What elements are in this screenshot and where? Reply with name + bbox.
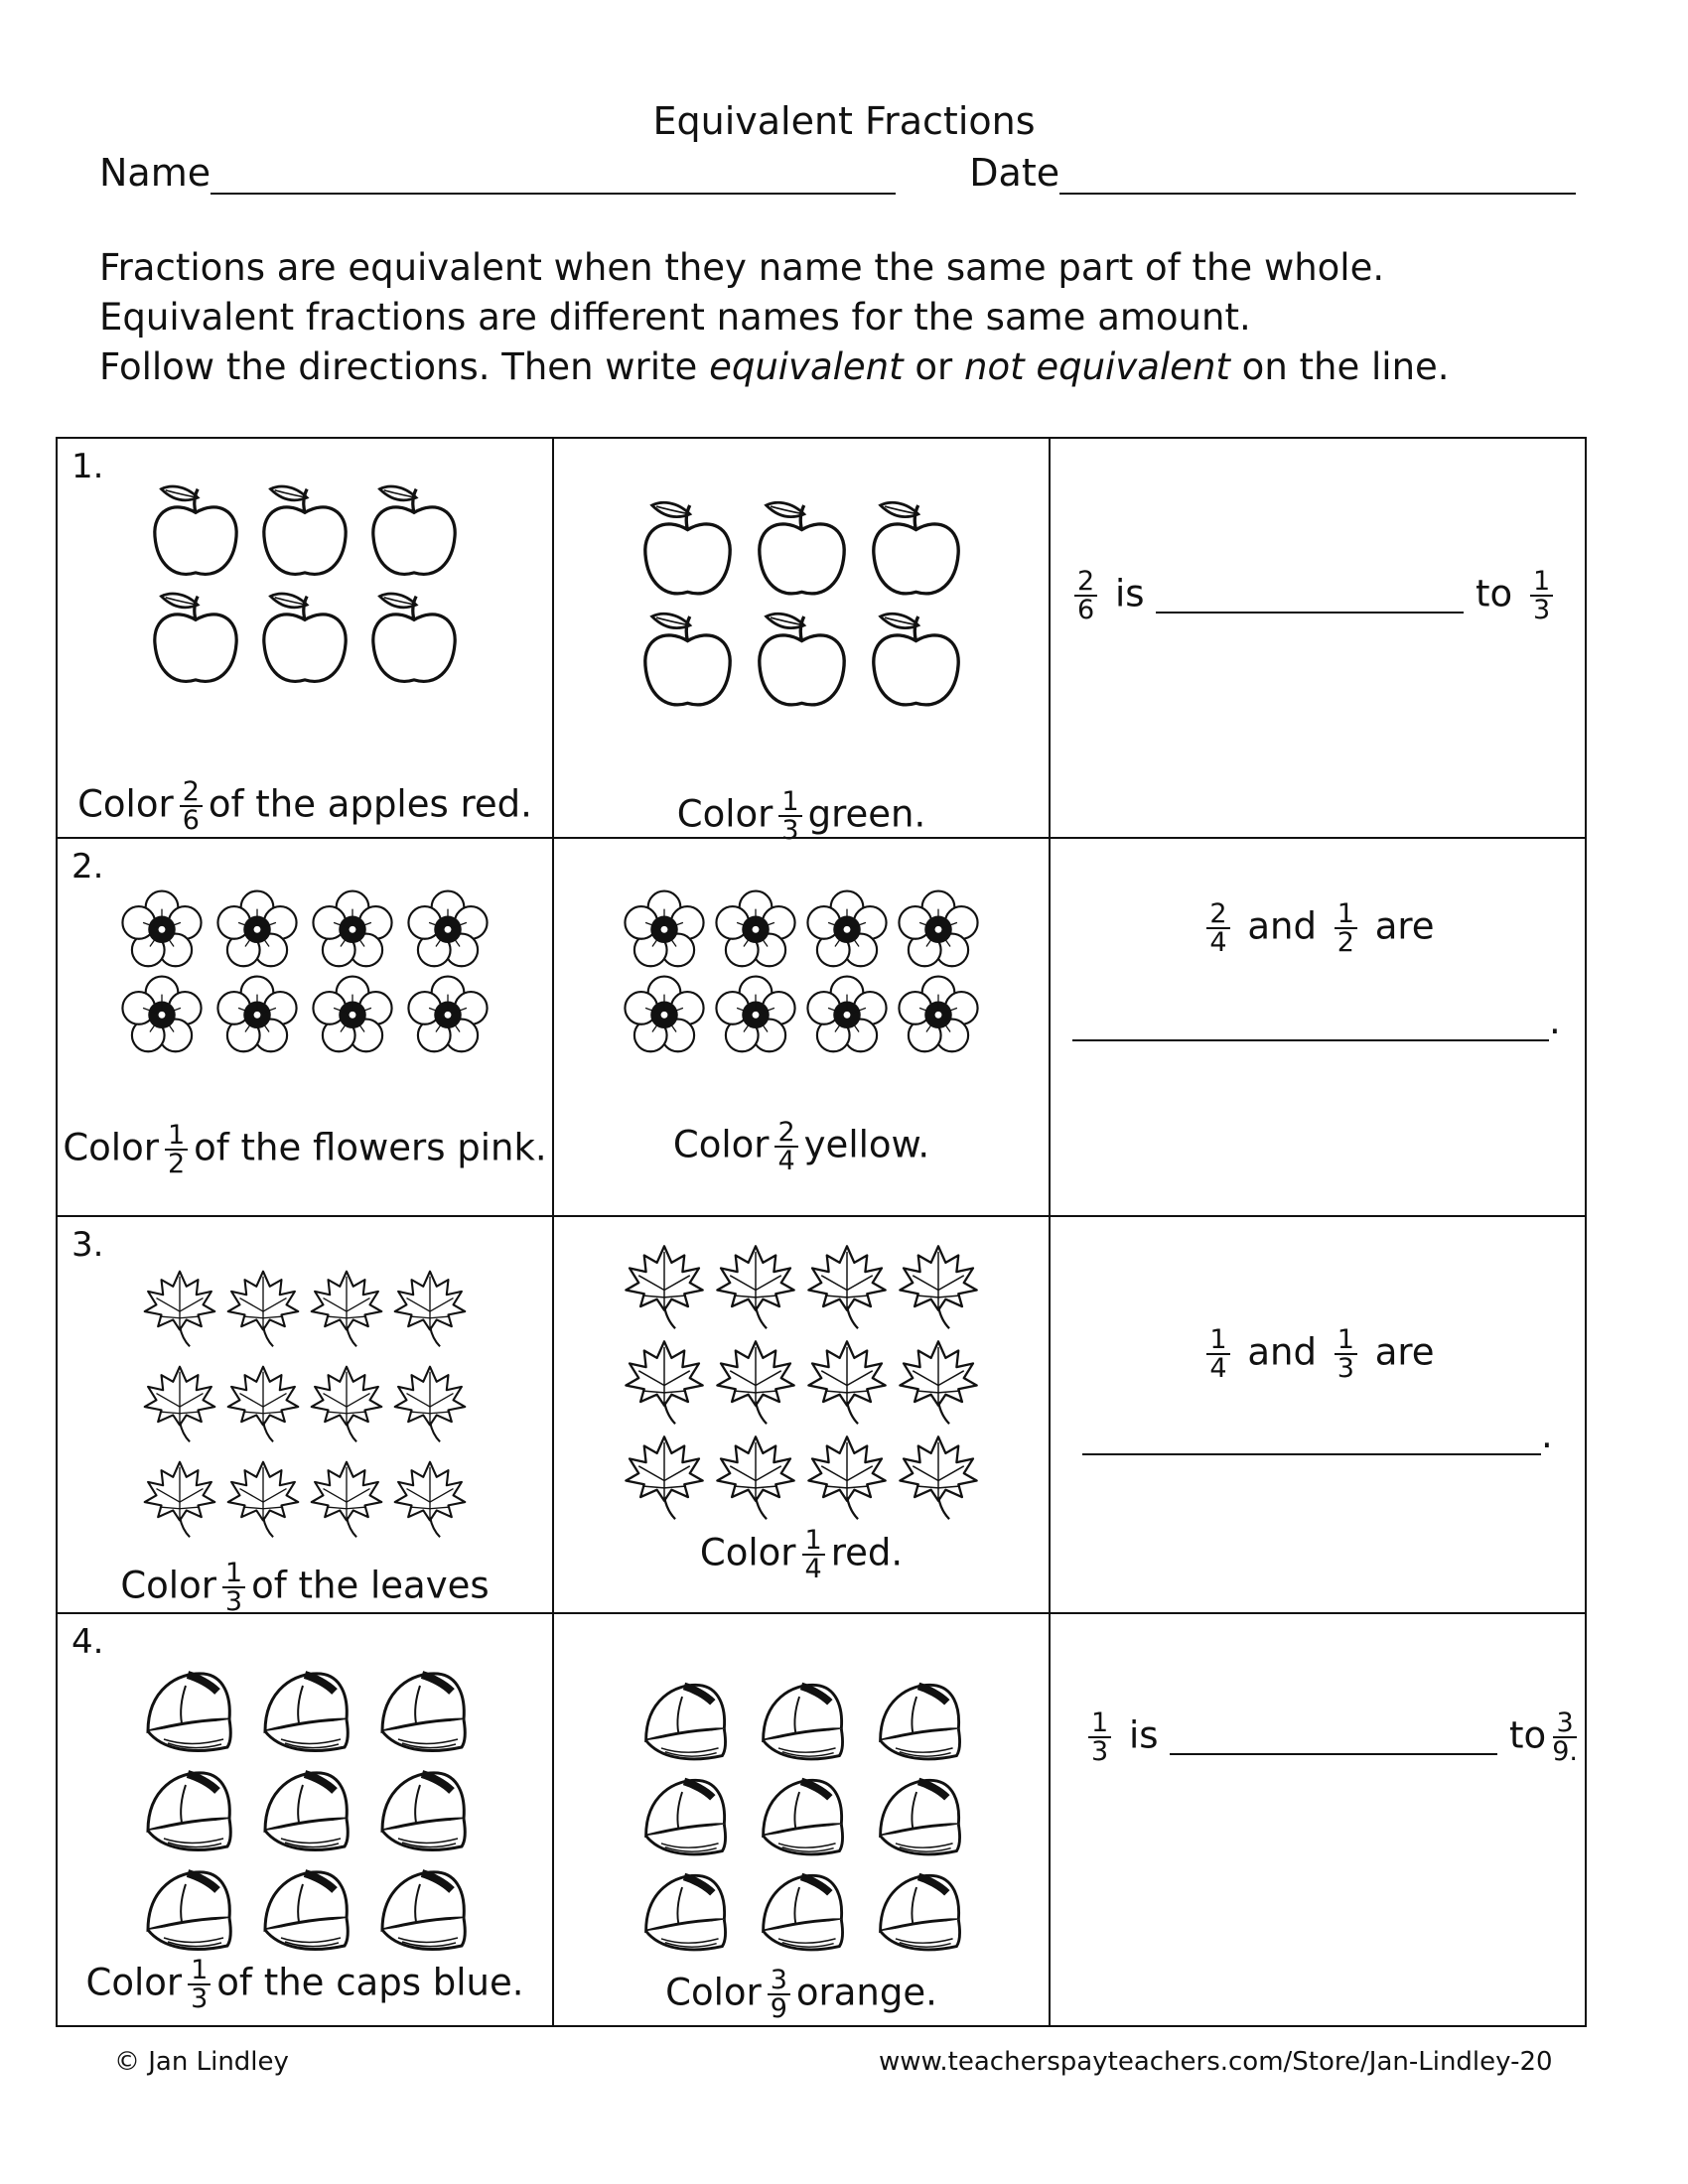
fraction: $\frac{2}{6}$ bbox=[180, 778, 203, 834]
flower-icon[interactable] bbox=[619, 974, 710, 1059]
flower-icon[interactable] bbox=[801, 888, 893, 974]
cap-icon[interactable] bbox=[743, 1769, 860, 1864]
fraction: $\frac{1}{3}$ bbox=[1530, 568, 1553, 623]
leaf-icon[interactable] bbox=[138, 1449, 221, 1545]
cap-icon[interactable] bbox=[626, 1674, 743, 1769]
apple-icon[interactable] bbox=[141, 480, 250, 588]
fraction: $\frac{1}{3}$ bbox=[1335, 1326, 1357, 1382]
problem-4-middle-cell bbox=[553, 1613, 1050, 2026]
flower-icon[interactable] bbox=[210, 888, 305, 974]
leaf-icon[interactable] bbox=[619, 1332, 710, 1428]
leaf-icon[interactable] bbox=[619, 1237, 710, 1332]
fraction: $\frac{1}{3}$ bbox=[1088, 1709, 1111, 1765]
apple-group[interactable] bbox=[58, 480, 552, 695]
leaf-icon[interactable] bbox=[893, 1428, 984, 1523]
cap-icon[interactable] bbox=[626, 1864, 743, 1960]
cap-icon[interactable] bbox=[246, 1761, 363, 1860]
fraction: $\frac{1}{3}$ bbox=[778, 788, 801, 844]
answer-sentence: $\frac{2}{6}$ is to $\frac{1}{3}$ bbox=[1068, 568, 1585, 623]
answer-blank[interactable] bbox=[1170, 1719, 1497, 1755]
fraction: $\frac{2}{4}$ bbox=[1206, 900, 1229, 956]
problem-4-left-cell bbox=[57, 1613, 553, 2026]
date-blank[interactable] bbox=[1059, 157, 1576, 195]
store-url[interactable]: www.teacherspayteachers.com/Store/Jan-Lindley-20 bbox=[879, 2047, 1553, 2077]
problem-3-answer-cell bbox=[1050, 1216, 1586, 1613]
flower-icon[interactable] bbox=[893, 974, 984, 1059]
answer-line: . bbox=[1072, 1000, 1585, 1042]
problem-3-left-cell bbox=[57, 1216, 553, 1617]
leaf-icon[interactable] bbox=[221, 1354, 305, 1449]
problem-number: 3. bbox=[71, 1225, 104, 1265]
leaf-icon[interactable] bbox=[221, 1259, 305, 1354]
leaf-icon[interactable] bbox=[138, 1354, 221, 1449]
emphasis-not-equivalent: not equivalent bbox=[964, 345, 1230, 388]
flower-icon[interactable] bbox=[210, 974, 305, 1059]
problem-1-answer-cell bbox=[1050, 438, 1586, 838]
fraction: $\frac{3}{9.}$ bbox=[1552, 1707, 1578, 1767]
cap-icon[interactable] bbox=[129, 1761, 246, 1860]
coloring-instruction: Color $\frac{1}{4}$ red. bbox=[699, 1525, 904, 1584]
apple-icon[interactable] bbox=[859, 496, 973, 608]
cap-icon[interactable] bbox=[626, 1769, 743, 1864]
fraction: $\frac{1}{2}$ bbox=[165, 1122, 188, 1177]
flower-icon[interactable] bbox=[305, 888, 400, 974]
coloring-instruction: Color $\frac{1}{3}$ of the caps blue. bbox=[85, 1955, 524, 2014]
problem-number: 1. bbox=[71, 447, 104, 486]
instructions bbox=[99, 243, 1509, 392]
cap-icon[interactable] bbox=[743, 1864, 860, 1960]
fraction: $\frac{2}{6}$ bbox=[1074, 568, 1097, 623]
leaf-icon[interactable] bbox=[305, 1259, 388, 1354]
worksheet-title: Equivalent Fractions bbox=[652, 99, 1036, 143]
date-label: Date bbox=[969, 151, 1060, 195]
flower-icon[interactable] bbox=[893, 888, 984, 974]
apple-icon[interactable] bbox=[359, 480, 469, 588]
cap-icon[interactable] bbox=[363, 1860, 481, 1960]
flower-group[interactable] bbox=[58, 888, 552, 1059]
flower-icon[interactable] bbox=[710, 888, 801, 974]
leaf-group[interactable] bbox=[554, 1237, 1049, 1523]
answer-blank[interactable] bbox=[1072, 1006, 1549, 1041]
coloring-instruction: Color $\frac{3}{9}$ orange. bbox=[665, 1965, 937, 2024]
cap-icon[interactable] bbox=[860, 1864, 977, 1960]
flower-icon[interactable] bbox=[114, 888, 210, 974]
flower-group[interactable] bbox=[554, 888, 1049, 1059]
flower-icon[interactable] bbox=[400, 974, 495, 1059]
problem-number: 4. bbox=[71, 1622, 104, 1662]
leaf-icon[interactable] bbox=[138, 1259, 221, 1354]
leaf-icon[interactable] bbox=[388, 1354, 472, 1449]
flower-icon[interactable] bbox=[114, 974, 210, 1059]
flower-icon[interactable] bbox=[305, 974, 400, 1059]
instructions-definition: Fractions are equivalent when they name the same part of the whole. Equivalent fractions are different names for the same amount. bbox=[99, 246, 1385, 339]
leaf-icon[interactable] bbox=[388, 1259, 472, 1354]
cap-icon[interactable] bbox=[860, 1674, 977, 1769]
problem-2-answer-cell bbox=[1050, 838, 1586, 1216]
cap-icon[interactable] bbox=[743, 1674, 860, 1769]
apple-icon[interactable] bbox=[359, 588, 469, 695]
emphasis-equivalent: equivalent bbox=[709, 345, 904, 388]
cap-icon[interactable] bbox=[363, 1761, 481, 1860]
apple-icon[interactable] bbox=[250, 588, 359, 695]
cap-icon[interactable] bbox=[363, 1662, 481, 1761]
cap-group[interactable] bbox=[58, 1662, 552, 1960]
leaf-icon[interactable] bbox=[710, 1332, 801, 1428]
name-blank[interactable] bbox=[211, 157, 896, 195]
name-date-row bbox=[99, 151, 1589, 195]
cap-icon[interactable] bbox=[246, 1860, 363, 1960]
answer-sentence: $\frac{1}{3}$ is to $\frac{3}{9.}$ bbox=[1082, 1709, 1585, 1765]
flower-icon[interactable] bbox=[710, 974, 801, 1059]
answer-sentence: $\frac{2}{4}$ and $\frac{1}{2}$ are bbox=[1051, 900, 1585, 956]
apple-icon[interactable] bbox=[141, 588, 250, 695]
leaf-icon[interactable] bbox=[710, 1237, 801, 1332]
answer-blank[interactable] bbox=[1156, 578, 1464, 614]
coloring-instruction: Color $\frac{1}{3}$ green. bbox=[676, 786, 926, 846]
fraction: $\frac{1}{4}$ bbox=[1206, 1326, 1229, 1382]
fraction: $\frac{3}{9}$ bbox=[768, 1967, 790, 2022]
problems-table bbox=[56, 437, 1587, 2027]
leaf-icon[interactable] bbox=[619, 1428, 710, 1523]
apple-group[interactable] bbox=[554, 496, 1049, 719]
problem-2-middle-cell bbox=[553, 838, 1050, 1216]
problem-3-middle-cell bbox=[553, 1216, 1050, 1613]
leaf-icon[interactable] bbox=[710, 1428, 801, 1523]
coloring-instruction: Color $\frac{2}{4}$ yellow. bbox=[672, 1117, 930, 1176]
apple-icon[interactable] bbox=[745, 496, 859, 608]
apple-icon[interactable] bbox=[250, 480, 359, 588]
leaf-icon[interactable] bbox=[305, 1449, 388, 1545]
flower-icon[interactable] bbox=[619, 888, 710, 974]
cap-icon[interactable] bbox=[246, 1662, 363, 1761]
leaf-icon[interactable] bbox=[893, 1237, 984, 1332]
problem-1-left-cell bbox=[57, 438, 553, 838]
leaf-icon[interactable] bbox=[801, 1428, 893, 1523]
leaf-icon[interactable] bbox=[893, 1332, 984, 1428]
answer-blank[interactable] bbox=[1082, 1420, 1541, 1455]
copyright: © Jan Lindley bbox=[114, 2047, 289, 2077]
name-label: Name bbox=[99, 151, 211, 195]
apple-icon[interactable] bbox=[631, 608, 745, 719]
problem-number: 2. bbox=[71, 847, 104, 887]
fraction: $\frac{2}{4}$ bbox=[774, 1119, 797, 1174]
cap-group[interactable] bbox=[554, 1674, 1049, 1960]
answer-sentence: $\frac{1}{4}$ and $\frac{1}{3}$ are bbox=[1051, 1326, 1585, 1382]
apple-icon[interactable] bbox=[745, 608, 859, 719]
coloring-instruction: Color $\frac{1}{3}$ of the leaves bbox=[120, 1558, 490, 1617]
flower-icon[interactable] bbox=[801, 974, 893, 1059]
problem-4-answer-cell bbox=[1050, 1613, 1586, 2026]
apple-icon[interactable] bbox=[631, 496, 745, 608]
leaf-icon[interactable] bbox=[221, 1449, 305, 1545]
problem-1-middle-cell bbox=[553, 438, 1050, 846]
problem-2-left-cell bbox=[57, 838, 553, 1216]
fraction: $\frac{1}{3}$ bbox=[222, 1560, 245, 1615]
cap-icon[interactable] bbox=[129, 1662, 246, 1761]
leaf-icon[interactable] bbox=[801, 1332, 893, 1428]
fraction: $\frac{1}{3}$ bbox=[188, 1957, 211, 2012]
cap-icon[interactable] bbox=[860, 1769, 977, 1864]
leaf-icon[interactable] bbox=[388, 1449, 472, 1545]
leaf-icon[interactable] bbox=[801, 1237, 893, 1332]
answer-line: . bbox=[1082, 1414, 1585, 1456]
fraction: $\frac{1}{2}$ bbox=[1335, 900, 1357, 956]
apple-icon[interactable] bbox=[859, 608, 973, 719]
fraction: $\frac{1}{4}$ bbox=[802, 1527, 825, 1582]
leaf-icon[interactable] bbox=[305, 1354, 388, 1449]
flower-icon[interactable] bbox=[400, 888, 495, 974]
instructions-directions: Follow the directions. Then write equivalent or not equivalent on the line. bbox=[99, 345, 1450, 388]
coloring-instruction: Color $\frac{1}{2}$ of the flowers pink. bbox=[63, 1120, 547, 1179]
coloring-instruction: Color $\frac{2}{6}$ of the apples red. bbox=[77, 776, 532, 836]
leaf-group[interactable] bbox=[58, 1259, 552, 1545]
cap-icon[interactable] bbox=[129, 1860, 246, 1960]
